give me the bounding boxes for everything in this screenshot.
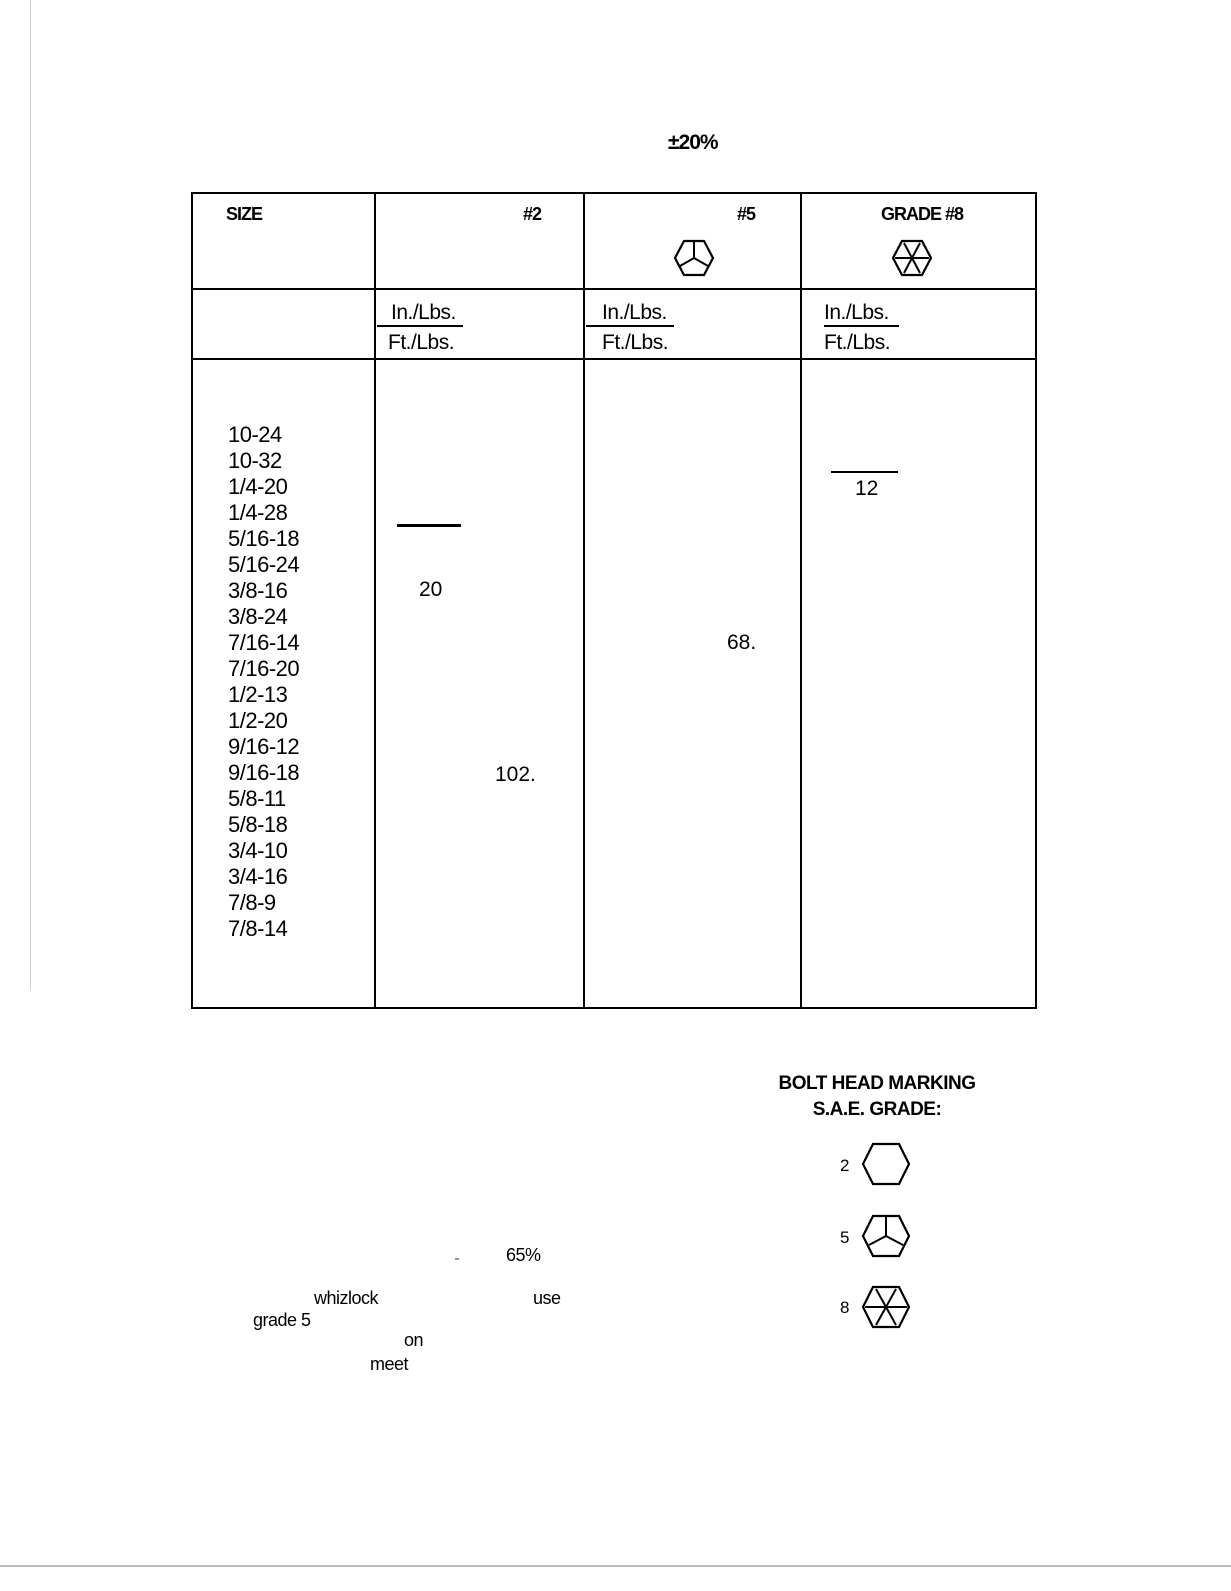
size-row: 9/16-18 <box>228 760 300 785</box>
grade-8-header: GRADE #8 <box>881 204 964 224</box>
hex-three-lines-icon <box>674 239 714 277</box>
legend-title: BOLT HEAD MARKING <box>778 1073 976 1094</box>
size-row: 1/2-13 <box>228 682 288 707</box>
size-row: 1/4-20 <box>228 474 288 499</box>
grade-8-unit-top: In./Lbs. <box>824 301 889 324</box>
note-fragment-percent: 65% <box>506 1245 541 1265</box>
hex-six-lines-icon <box>892 239 932 277</box>
size-list <box>228 422 299 942</box>
column-divider <box>800 194 802 1007</box>
grade-2-unit-top: In./Lbs. <box>391 301 456 324</box>
column-divider <box>374 194 376 1007</box>
size-row: 1/4-28 <box>228 500 288 525</box>
hex-three-lines-icon <box>861 1214 911 1258</box>
legend-grade-label: 8 <box>840 1298 850 1317</box>
size-row: 10-24 <box>228 422 282 447</box>
scan-bottom-line <box>0 1565 1231 1567</box>
size-row: 5/16-18 <box>228 526 300 551</box>
size-row: 3/4-16 <box>228 864 288 889</box>
size-row: 10-32 <box>228 448 282 473</box>
grade-2-unit-bottom: Ft./Lbs. <box>388 331 455 354</box>
note-fragment-meet: meet <box>370 1354 409 1374</box>
grade-5-value: 68. <box>727 631 757 654</box>
legend-grade-label: 5 <box>840 1228 850 1247</box>
note-fragment-grade5: grade 5 <box>253 1310 311 1330</box>
note-fragment-on: on <box>404 1330 424 1350</box>
unit-fraction-bar <box>824 325 899 327</box>
hex-six-lines-icon <box>861 1285 911 1329</box>
grade-5-unit-bottom: Ft./Lbs. <box>602 331 669 354</box>
note-fragment-whizlock: whizlock <box>314 1288 379 1308</box>
note-fragment-use: use <box>533 1288 561 1308</box>
size-row: 3/8-24 <box>228 604 288 629</box>
unit-fraction-bar <box>377 325 463 327</box>
size-row: 9/16-12 <box>228 734 300 759</box>
size-row: 5/8-11 <box>228 786 286 811</box>
legend-grade-label: 2 <box>840 1156 850 1175</box>
legend-subtitle: S.A.E. GRADE: <box>812 1099 942 1120</box>
torque-table <box>191 192 1037 1009</box>
torque-tolerance: ±20% <box>668 131 718 154</box>
units-divider <box>193 358 1035 360</box>
grade-5-unit-top: In./Lbs. <box>602 301 667 324</box>
size-row: 7/8-9 <box>228 890 276 915</box>
scan-edge-mark <box>30 0 31 990</box>
scan-speck <box>455 1258 459 1260</box>
size-row: 5/8-18 <box>228 812 288 837</box>
grade-8-value: 12 <box>855 477 879 500</box>
size-row: 3/4-10 <box>228 838 288 863</box>
grade-5-header: #5 <box>737 204 756 224</box>
size-row: 7/16-14 <box>228 630 300 655</box>
value-fraction-bar <box>831 471 898 473</box>
size-row: 5/16-24 <box>228 552 300 577</box>
value-dash <box>397 524 461 527</box>
size-row: 7/16-20 <box>228 656 300 681</box>
hex-plain-icon <box>861 1142 911 1186</box>
grade-8-unit-bottom: Ft./Lbs. <box>824 331 891 354</box>
grade-2-header: #2 <box>523 204 542 224</box>
column-divider <box>583 194 585 1007</box>
size-header: SIZE <box>226 204 263 224</box>
size-row: 7/8-14 <box>228 916 288 941</box>
unit-fraction-bar <box>586 325 674 327</box>
grade-2-value: 102. <box>495 763 536 786</box>
size-row: 3/8-16 <box>228 578 288 603</box>
grade-2-value: 20 <box>419 578 443 601</box>
header-divider <box>193 288 1035 290</box>
size-row: 1/2-20 <box>228 708 288 733</box>
